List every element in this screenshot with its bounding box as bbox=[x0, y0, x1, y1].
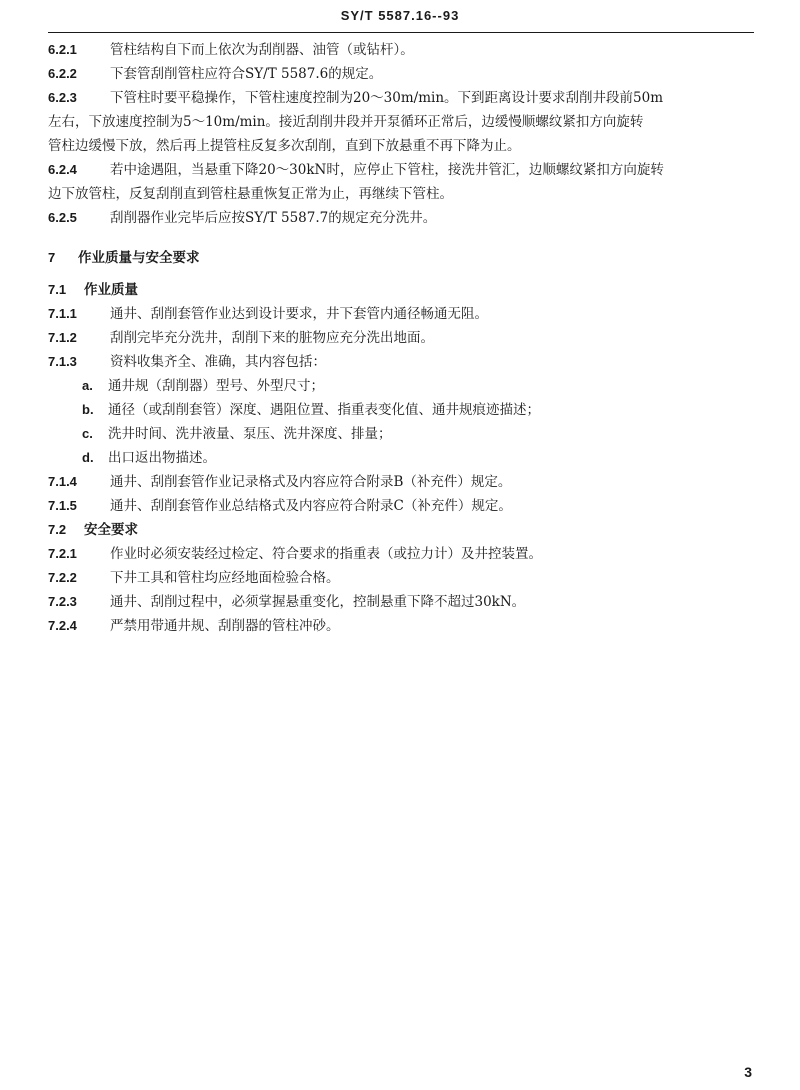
clause-number: 6.2.3 bbox=[48, 90, 77, 105]
section-title: 作业质量 bbox=[84, 282, 138, 298]
clause-7-2-4 bbox=[48, 616, 340, 636]
clause-text-line-1: 下管柱时要平稳操作，下管柱速度控制为20～30m/min。下到距离设计要求刮削井段前50m bbox=[110, 90, 663, 106]
list-item-label: a. bbox=[82, 378, 93, 393]
clause-text: 通井、刮削套管作业记录格式及内容应符合附录B（补充件）规定。 bbox=[110, 474, 512, 490]
list-item-text: 通井规（刮削器）型号、外型尺寸； bbox=[108, 378, 324, 394]
section-title: 作业质量与安全要求 bbox=[78, 250, 200, 266]
list-item-d bbox=[82, 448, 216, 468]
section-number: 7 bbox=[48, 250, 56, 265]
list-item-c bbox=[82, 424, 392, 444]
clause-6-2-4-line-2: 边下放管柱，反复刮削直到管柱悬重恢复正常为止，再继续下管柱。 bbox=[48, 186, 453, 202]
section-7-heading bbox=[48, 248, 200, 268]
clause-number: 6.2.2 bbox=[48, 66, 77, 81]
clause-number: 7.1.5 bbox=[48, 498, 77, 513]
page-number: 3 bbox=[744, 1064, 752, 1080]
clause-text: 管柱结构自下而上依次为刮削器、油管（或钻杆）。 bbox=[110, 42, 414, 58]
clause-text: 刮削完毕充分洗井，刮削下来的脏物应充分洗出地面。 bbox=[110, 330, 434, 346]
standard-code-header: SY/T 5587.16--93 bbox=[340, 8, 460, 23]
clause-number: 6.2.1 bbox=[48, 42, 77, 57]
clause-number: 6.2.4 bbox=[48, 162, 77, 177]
clause-text: 通井、刮削套管作业达到设计要求，井下套管内通径畅通无阻。 bbox=[110, 306, 488, 322]
list-item-b bbox=[82, 400, 540, 420]
clause-number: 7.2.1 bbox=[48, 546, 77, 561]
clause-6-2-2 bbox=[48, 64, 382, 84]
clause-text: 刮削器作业完毕后应按SY/T 5587.7的规定充分洗井。 bbox=[110, 210, 437, 226]
clause-number: 7.1.1 bbox=[48, 306, 77, 321]
list-item-a bbox=[82, 376, 324, 396]
section-number: 7.2 bbox=[48, 522, 67, 537]
clause-text: 资料收集齐全、准确，其内容包括： bbox=[110, 354, 326, 370]
clause-number: 7.2.4 bbox=[48, 618, 77, 633]
clause-6-2-5 bbox=[48, 208, 436, 228]
clause-7-1-4 bbox=[48, 472, 511, 492]
clause-7-2-2 bbox=[48, 568, 340, 588]
clause-text: 通井、刮削过程中，必须掌握悬重变化，控制悬重下降不超过30kN。 bbox=[110, 594, 526, 610]
clause-7-1-1 bbox=[48, 304, 488, 324]
section-7-1-heading bbox=[48, 280, 138, 300]
clause-number: 7.2.2 bbox=[48, 570, 77, 585]
clause-number: 7.1.4 bbox=[48, 474, 77, 489]
clause-text: 通井、刮削套管作业总结格式及内容应符合附录C（补充件）规定。 bbox=[110, 498, 512, 514]
clause-text-line-1: 若中途遇阻，当悬重下降20～30kN时，应停止下管柱，接洗井管汇，边顺螺纹紧扣方向旋转 bbox=[110, 162, 664, 178]
section-7-2-heading bbox=[48, 520, 138, 540]
clause-text: 作业时必须安装经过检定、符合要求的指重表（或拉力计）及井控装置。 bbox=[110, 546, 542, 562]
clause-number: 7.1.3 bbox=[48, 354, 77, 369]
clause-6-2-4 bbox=[48, 160, 664, 180]
clause-6-2-3-line-3: 管柱边缓慢下放，然后再上提管柱反复多次刮削，直到下放悬重不再下降为止。 bbox=[48, 138, 521, 154]
list-item-text: 出口返出物描述。 bbox=[108, 450, 216, 466]
list-item-text: 通径（或刮削套管）深度、遇阻位置、指重表变化值、通井规痕迹描述； bbox=[108, 402, 540, 418]
clause-7-1-5 bbox=[48, 496, 512, 516]
clause-text: 严禁用带通井规、刮削器的管柱冲砂。 bbox=[110, 618, 340, 634]
clause-number: 7.1.2 bbox=[48, 330, 77, 345]
section-number: 7.1 bbox=[48, 282, 67, 297]
header-rule bbox=[48, 32, 754, 33]
list-item-label: c. bbox=[82, 426, 93, 441]
list-item-label: b. bbox=[82, 402, 94, 417]
clause-6-2-3-line-2: 左右，下放速度控制为5～10m/min。接近刮削井段并开泵循环正常后，边缓慢顺螺纹紧扣方向旋转 bbox=[48, 114, 644, 130]
clause-number: 7.2.3 bbox=[48, 594, 77, 609]
clause-7-2-3 bbox=[48, 592, 525, 612]
clause-7-2-1 bbox=[48, 544, 542, 564]
list-item-text: 洗井时间、洗井液量、泵压、洗井深度、排量； bbox=[108, 426, 392, 442]
clause-7-1-2 bbox=[48, 328, 434, 348]
clause-6-2-1 bbox=[48, 40, 414, 60]
clause-text: 下井工具和管柱均应经地面检验合格。 bbox=[110, 570, 340, 586]
clause-7-1-3 bbox=[48, 352, 326, 372]
section-title: 安全要求 bbox=[84, 522, 138, 538]
list-item-label: d. bbox=[82, 450, 94, 465]
clause-number: 6.2.5 bbox=[48, 210, 77, 225]
clause-text: 下套管刮削管柱应符合SY/T 5587.6的规定。 bbox=[110, 66, 383, 82]
clause-6-2-3 bbox=[48, 88, 663, 108]
